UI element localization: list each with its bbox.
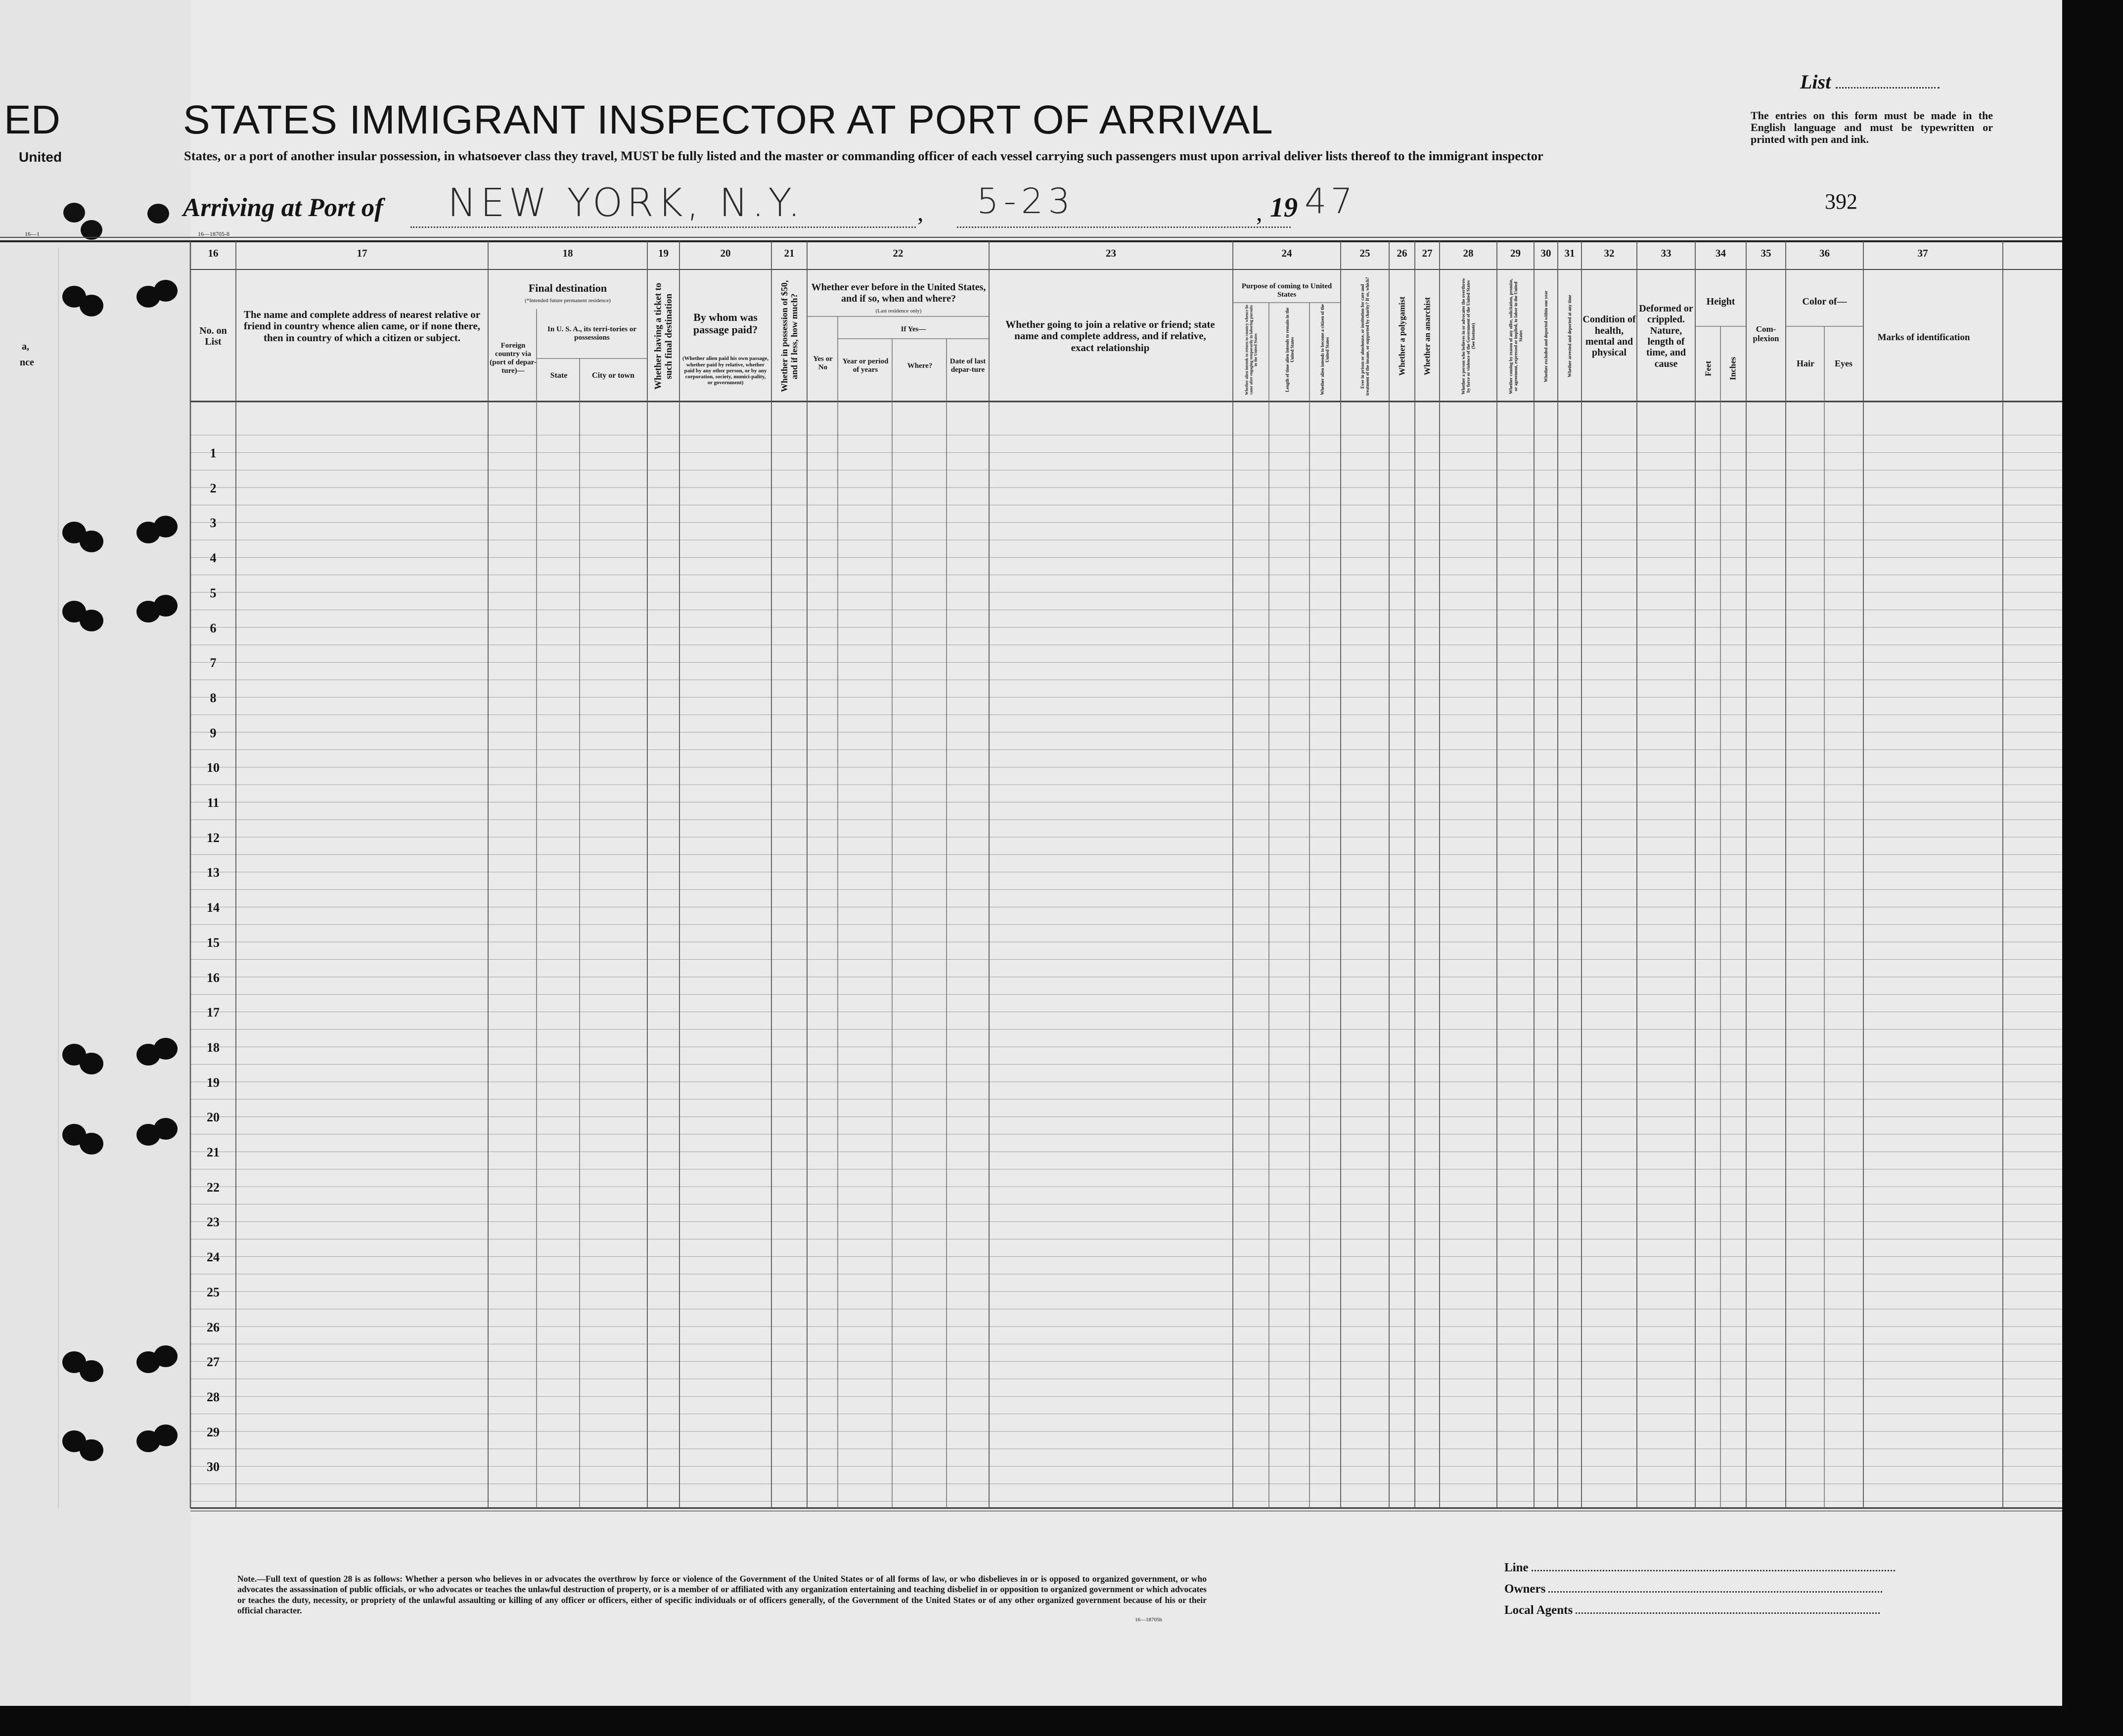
col-num-16: 16 — [208, 247, 219, 259]
col-24-length: Length of time alien intends to remain in the United States — [1284, 308, 1295, 392]
row-number: 21 — [207, 1145, 220, 1159]
col-num-27: 27 — [1422, 247, 1433, 259]
arrival-date: 5-23 — [977, 181, 1075, 222]
col-header-26: Whether a polygamist — [1397, 296, 1407, 376]
row-number: 13 — [207, 865, 220, 880]
col-34-inches: Inches — [1728, 356, 1738, 380]
col-18-state: State — [550, 371, 568, 380]
col-22-years: Year or period of years — [842, 357, 889, 374]
row-number: 18 — [207, 1040, 220, 1055]
row-number: 9 — [210, 725, 217, 740]
col-header-24: Purpose of coming to United States — [1241, 282, 1332, 299]
col-header-34: Height — [1706, 296, 1735, 307]
col-num-18: 18 — [562, 247, 573, 259]
col-num-29: 29 — [1510, 247, 1521, 259]
col-header-30: Whether excluded and deported within one year — [1543, 290, 1548, 382]
col-num-37: 37 — [1917, 247, 1928, 259]
row-number: 25 — [207, 1285, 220, 1299]
col-header-36: Color of— — [1802, 296, 1847, 307]
arrival-port: NEW YORK, N.Y. — [448, 181, 805, 225]
row-number: 20 — [207, 1110, 220, 1125]
row-number: 10 — [207, 760, 220, 775]
form-title: STATES IMMIGRANT INSPECTOR AT PORT OF ARRIVAL — [183, 97, 1273, 142]
col-header-29: Whether coming by reason of any offer, solicitation, promise, or agreement, expressed or implied, to labor in the United States — [1508, 278, 1524, 394]
col-22-if-yes: If Yes— — [901, 325, 926, 333]
row-number: 12 — [207, 830, 220, 845]
port-comma: , — [917, 198, 924, 226]
row-number: 28 — [207, 1389, 220, 1404]
row-number: 6 — [210, 621, 217, 635]
row-number: 23 — [207, 1215, 220, 1230]
col-header-18: Final destination — [528, 281, 607, 294]
col-num-20: 20 — [720, 247, 731, 259]
sheet-number: 392 — [1825, 189, 1857, 214]
year-prefix: 19 — [1270, 192, 1298, 223]
row-number: 8 — [210, 690, 217, 705]
col-header-27: Whether an anarchist — [1422, 297, 1432, 376]
col-header-21: Whether in possession of $50, and if less, how much? — [779, 280, 799, 393]
row-number: 4 — [210, 551, 217, 566]
form-code-right: 16—18705-8 — [198, 230, 229, 237]
row-number: 15 — [207, 935, 220, 950]
year-suffix: 47 — [1305, 181, 1357, 222]
arrival-label: Arriving at Port of — [183, 193, 383, 222]
footnote: Note.—Full text of question 28 is as follows: Whether a person who believes in or advocates the overthrow by force or violence of the Government of the United States or of all forms of law, or who disbelieves in or is opposed to organized government, or who advocates the assassination of public officials, or who advocates or teaches the unlawful destruction of property, or is a member of or affiliated with any organization entertaining and teaching disbelief in or opposition to organized government or which advocates or teaches the duty, necessity, or propriety of the unlawful assaulting or killing of any officer or officers, either of specific individuals or of officers generally, of the Government of the United States or of any other organized government because of his or their official character. — [237, 1574, 1207, 1616]
col-header-28: Whether a person who believes in or advocates the overthrow by force or violence of the Government of the United States (See footnote) — [1460, 278, 1476, 395]
footer-code: 16—18705b — [1135, 1617, 1162, 1623]
col-num-21: 21 — [784, 247, 795, 259]
col-header-17: The name and complete address of nearest relative or friend in country whence alien came, or if none there, then in country of which a citizen or subject. — [243, 308, 481, 344]
partial-side-a: a, — [22, 341, 29, 352]
col-header-25: Ever in prison or almshouse, or institution for care and treatment of the insane, or supported by charity? If so, which? — [1359, 277, 1370, 396]
col-header-33: Deformed or crippled. Nature, length of time, and cause — [1639, 303, 1693, 369]
form-code-left: 16—1 — [25, 230, 40, 237]
col-header-19: Whether having a ticket to such final destination — [653, 282, 674, 390]
signature-owners: Owners — [1504, 1582, 1882, 1596]
col-36-hair: Hair — [1797, 358, 1814, 368]
date-comma: , — [1256, 198, 1263, 226]
col-num-19: 19 — [658, 247, 669, 259]
col-header-22-note: (Last residence only) — [875, 308, 922, 314]
col-18-foreign-country: Foreign country via (port of depar-ture)— — [490, 342, 537, 375]
col-num-25: 25 — [1359, 247, 1370, 259]
col-34-feet: Feet — [1703, 360, 1713, 376]
row-number: 11 — [207, 796, 220, 810]
col-header-37: Marks of identification — [1877, 332, 1970, 343]
col-num-22: 22 — [893, 247, 903, 259]
col-num-28: 28 — [1463, 247, 1474, 259]
row-number: 3 — [210, 516, 217, 531]
form-subtitle: States, or a port of another insular possession, in whatsoever class they travel, MUST be fully listed and the master or commanding officer of each vessel carrying such passengers must upon arrival deliver lists thereof to the immigrant inspector — [184, 148, 1543, 163]
entries-note: The entries on this form must be made in the English language and must be typewritten or printed with pen and ink. — [1751, 109, 1993, 145]
row-number: 17 — [207, 1005, 220, 1020]
col-num-31: 31 — [1564, 247, 1575, 259]
list-label: List — [1800, 70, 1940, 93]
row-number: 24 — [207, 1250, 220, 1265]
col-header-32: Condition of health, mental and physical — [1582, 314, 1636, 358]
col-header-20: By whom was passage paid? — [693, 311, 758, 336]
row-number: 16 — [207, 970, 220, 985]
row-number: 27 — [207, 1355, 220, 1370]
row-number: 30 — [207, 1460, 220, 1474]
row-number: 2 — [210, 481, 217, 495]
col-36-eyes: Eyes — [1835, 358, 1852, 368]
signature-line: Line — [1504, 1561, 1895, 1575]
col-num-33: 33 — [1661, 247, 1671, 259]
col-header-31: Whether arrested and deported at any time — [1567, 295, 1572, 378]
col-24-return: Whether alien intends to return to country whence he came after engaging temporarily in laboring pursuits in the United States — [1244, 305, 1258, 395]
row-number: 5 — [210, 585, 217, 600]
col-header-35: Com-plexion — [1753, 324, 1779, 343]
col-22-yes-no: Yes or No — [813, 355, 833, 371]
partial-side-b: nce — [20, 357, 34, 368]
col-num-23: 23 — [1106, 247, 1116, 259]
col-num-36: 36 — [1819, 247, 1830, 259]
col-num-17: 17 — [357, 247, 367, 259]
col-24-citizen: Whether alien intends to become a citizen of the United States — [1319, 304, 1330, 396]
col-header-20-note: (Whether alien paid his own passage, whether paid by relative, whether paid by any other person, or by any corporation, society, munici-pality, or government) — [682, 356, 768, 386]
row-number: 7 — [210, 656, 217, 670]
col-header-16: No. on List — [199, 325, 227, 347]
col-header-22: Whether ever before in the United States, and if so, when and where? — [811, 282, 986, 304]
col-22-date-departure: Date of last depar-ture — [949, 357, 986, 374]
col-num-35: 35 — [1761, 247, 1771, 259]
row-number: 1 — [210, 446, 217, 460]
col-18-usa: In U. S. A., its terri-tories or possessions — [547, 325, 636, 342]
col-num-26: 26 — [1397, 247, 1407, 259]
col-22-where: Where? — [907, 361, 933, 370]
col-num-30: 30 — [1540, 247, 1551, 259]
partial-edge-text: ED — [4, 97, 60, 142]
col-18-city: City or town — [592, 371, 634, 380]
col-header-23: Whether going to join a relative or friend; state name and complete address, and if relative, exact relationship — [1005, 318, 1215, 354]
signature-local-agents: Local Agents — [1504, 1603, 1880, 1617]
col-num-34: 34 — [1716, 247, 1726, 259]
row-number: 14 — [207, 900, 220, 915]
row-number: 19 — [207, 1075, 220, 1090]
row-number: 26 — [207, 1320, 220, 1335]
partial-edge-word: United — [19, 149, 62, 165]
row-number: 29 — [207, 1424, 220, 1439]
row-number: 22 — [207, 1180, 220, 1195]
col-num-32: 32 — [1604, 247, 1615, 259]
col-header-18-note: (*Intended future permanent residence) — [525, 297, 611, 304]
col-num-24: 24 — [1281, 247, 1292, 259]
